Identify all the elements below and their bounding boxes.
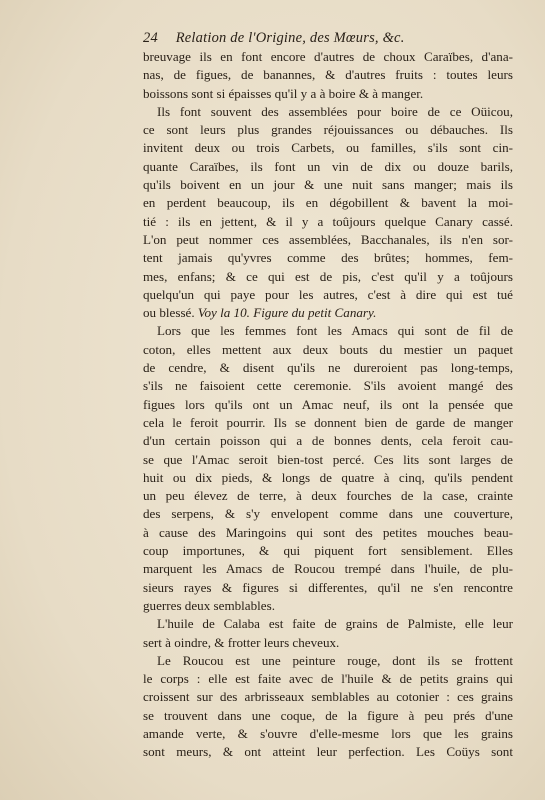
text-line: tent jamais qu'yvres comme des brûtes; hommes, fem- bbox=[143, 250, 513, 266]
page-body bbox=[143, 48, 513, 762]
text-line: Ils font souvent des assemblées pour boire de ce Oüicou, bbox=[157, 103, 513, 119]
text-line: sieurs rayes & figures si differentes, qu'il ne s'en rencontre bbox=[143, 579, 513, 595]
running-header bbox=[143, 30, 513, 47]
text-line: breuvage ils en font encore d'autres de choux Caraïbes, d'ana- bbox=[143, 49, 513, 64]
page-number: 24 bbox=[143, 30, 158, 46]
running-title: Relation de l'Origine, des Mœurs, &c. bbox=[175, 30, 405, 46]
text-line: huit ou dix pieds, & longs de quatre à cinq, qu'ils pendent bbox=[143, 469, 513, 485]
text-line: amande verte, & s'ouvre d'elle-mesme lors que les grains bbox=[143, 725, 513, 741]
text-line: L'huile de Calaba est faite de grains de Palmiste, elle leur bbox=[157, 616, 513, 632]
text-line: Lors que les femmes font les Amacs qui sont de fil de bbox=[157, 323, 513, 339]
text-line: nas, de figues, de banannes, & d'autres fruits : toutes leurs bbox=[143, 67, 513, 83]
text-line: se que l'Amac seroit bien-tost percé. Ces lits sont larges de bbox=[143, 451, 513, 467]
text-line: croissent sur des arbrisseaux semblables au cotonier : ces grains bbox=[143, 689, 513, 705]
text-line: quelqu'un qui paye pour les autres, c'est à dire qui est tué bbox=[143, 286, 513, 302]
text-line: ce sont leurs plus grandes réjouissances ou débauches. Ils bbox=[143, 122, 513, 138]
paragraph bbox=[143, 103, 513, 323]
text-line: boissons sont si épaisses qu'il y a à boire & à manger. bbox=[143, 85, 424, 101]
text-line: figues lors qu'ils ont un Amac neuf, ils ont la pensée que bbox=[143, 396, 513, 412]
paragraph bbox=[143, 615, 513, 652]
paragraph bbox=[143, 652, 513, 762]
text-line: coton, elles mettent aux deux bouts du mestier un paquet bbox=[143, 341, 513, 357]
text-line: quante Caraïbes, ils font un vin de dix ou douze barils, bbox=[143, 158, 513, 174]
text-line: sert à oindre, & frotter leurs cheveux. bbox=[143, 634, 340, 650]
text-line: des serpens, & s'y envelopent comme dans une couverture, bbox=[143, 506, 513, 522]
text-line: sont meurs, & ont atteint leur perfection. Les Coüys sont bbox=[143, 744, 513, 760]
text-line: à cause des Maringoins qui sont des petites mouches beau- bbox=[143, 524, 513, 540]
text-line: s'ils ne faisoient cette ceremonie. S'ils avoient mangé des bbox=[143, 378, 513, 394]
text-line: coup importunes, & qui piquent fort sensiblement. Elles bbox=[143, 543, 513, 559]
text-line: le corps : elle est faite avec de l'huile & de petits grains qui bbox=[143, 671, 513, 687]
text-line: marquent les Amacs de Roucou trempé dans l'huile, de plu- bbox=[143, 561, 513, 577]
text-line: invitent deux ou trois Carbets, ou familles, s'ils sont cin- bbox=[143, 140, 513, 156]
text-line: tié : ils en jettent, & il y a toûjours quelque Canary cassé. bbox=[143, 213, 513, 229]
text-line: qu'ils boivent en un jour & une nuit sans manger; mais ils bbox=[143, 177, 513, 193]
text-line: un peu élevez de terre, à deux fourches de la case, crainte bbox=[143, 488, 513, 504]
text-line-end: ou blessé. bbox=[143, 305, 195, 321]
text-line: L'on peut nommer ces assemblées, Bacchanales, ils n'en sor- bbox=[143, 231, 513, 247]
text-line bbox=[143, 304, 513, 322]
figure-reference: Voy la 10. Figure du petit Canary. bbox=[197, 305, 377, 321]
text-line: d'un certain poisson qui a de bonnes dents, cela feroit cau- bbox=[143, 433, 513, 449]
text-line: guerres deux semblables. bbox=[143, 597, 275, 613]
text-line: de cendre, & disent qu'ils ne dureroient pas long-temps, bbox=[143, 360, 513, 376]
text-line: en perdent beaucoup, ils en dégobillent & bavent la moi- bbox=[143, 195, 513, 211]
paragraph bbox=[143, 48, 513, 103]
text-line: mes, enfans; & ce qui est de pis, c'est qu'il y a toûjours bbox=[143, 268, 513, 284]
text-line: cela le feroit pourrir. Ils se donnent bien de garde de manger bbox=[143, 414, 513, 430]
text-line: Le Roucou est une peinture rouge, dont ils se frottent bbox=[157, 652, 513, 668]
paragraph bbox=[143, 322, 513, 615]
text-line: se trouvent dans une coque, de la figure à peu prés d'une bbox=[143, 707, 513, 723]
